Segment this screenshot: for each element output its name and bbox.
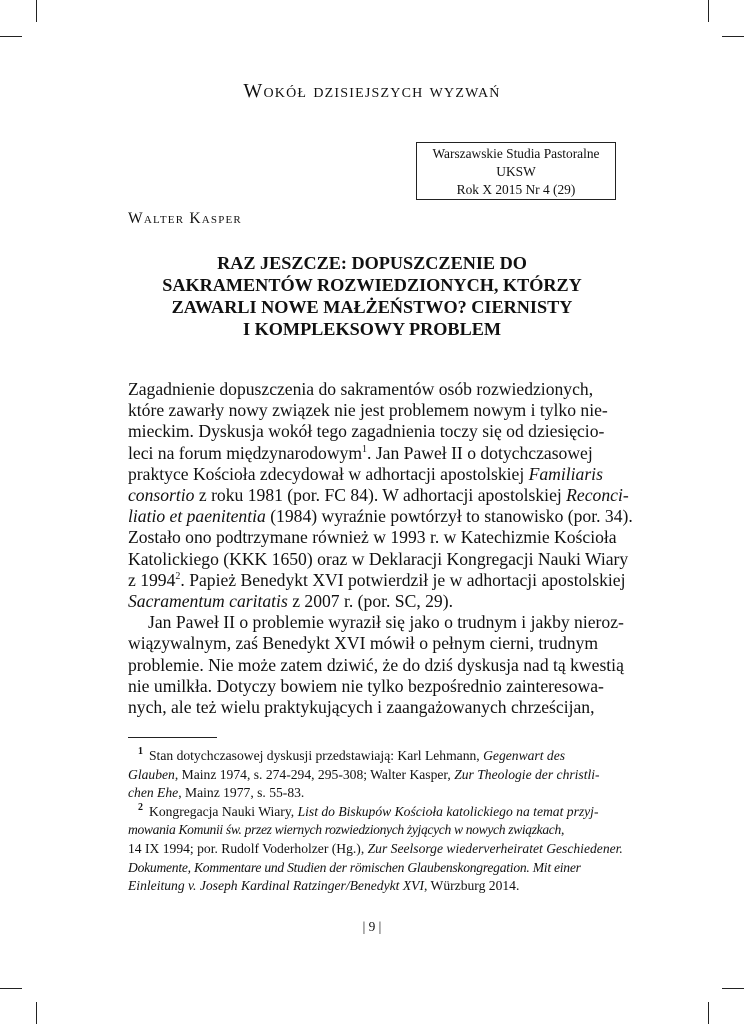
body-line: Jan Paweł II o problemie wyraził się jako o trudnym i jakby nieroz- [148, 612, 624, 633]
crop-mark-bottom-right-h [722, 988, 744, 989]
body-line [128, 464, 616, 485]
footnote-text: , Mainz 1974, s. 274-294, 295-308; Walter Kasper, [174, 766, 455, 782]
footnote-italic: Zur Theologie der christli- [454, 766, 600, 782]
body-line: nych, ale też wielu praktykujących i zaangażowanych chrześcijan, [128, 697, 595, 718]
journal-publisher: UKSW [496, 164, 536, 179]
footnote-text: Kongregacja Nauki Wiary, [149, 803, 298, 819]
footnote-text: 14 IX 1994; por. Rudolf Voderholzer (Hg.), [128, 840, 368, 856]
journal-name: Warszawskie Studia Pastoralne [432, 146, 600, 161]
footnote-separator [128, 737, 217, 738]
title-line: ZAWARLI NOWE MAŁŻEŃSTWO? CIERNISTY [171, 297, 573, 317]
article-body [128, 379, 633, 718]
footnote-line [128, 877, 616, 896]
body-line: nie umilkła. Dotyczy bowiem nie tylko bezpośrednio zainteresowa- [128, 675, 604, 696]
footnote-line [128, 784, 616, 803]
body-italic: Reconci- [566, 485, 629, 506]
footnote-line [128, 859, 616, 878]
footnote-text: , Würzburg 2014. [423, 878, 520, 894]
body-line [128, 591, 616, 612]
body-italic: liatio et paenitentia [128, 506, 266, 527]
body-text: . Papież Benedykt XVI potwierdził je w adhortacji apostolskiej [180, 569, 626, 590]
footnote-ref-2[interactable]: 2 [175, 570, 181, 582]
crop-mark-bottom-right [708, 1002, 709, 1024]
title-line: I KOMPLEKSOWY PROBLEM [242, 319, 501, 339]
footnote-italic: Zur Seelsorge wiederverheiratet Geschiedener. [367, 840, 623, 856]
article-title [128, 252, 616, 340]
crop-mark-top-right [708, 0, 709, 22]
footnote-line [128, 840, 623, 859]
footnote-number-2: 2 [138, 802, 143, 814]
section-title: Wokół dzisiejszych wyzwań [243, 80, 501, 102]
footnote-italic: chen Ehe [128, 785, 179, 801]
footnote-text: Stan dotychczasowej dyskusji przedstawiają: Karl Lehmann, [149, 748, 484, 763]
body-line [128, 443, 616, 464]
body-line: Zagadnienie dopuszczenia do sakramentów osób rozwiedzionych, [128, 379, 594, 399]
footnote-line [128, 766, 616, 785]
crop-mark-top-left-h [0, 36, 22, 37]
body-text: z 1994 [128, 569, 176, 590]
title-line: SAKRAMENTÓW ROZWIEDZIONYCH, KTÓRZY [162, 275, 582, 295]
author-name: Walter Kasper [128, 210, 242, 227]
body-line: wiązywalnym, zaś Benedykt XVI mówił o pełnym cierni, trudnym [128, 633, 599, 654]
crop-mark-bottom-left-h [0, 988, 22, 989]
footnote-line [128, 747, 616, 766]
body-line: problemie. Nie może zatem dziwić, że do dziś dyskusja nad tą kwestią [128, 654, 624, 675]
journal-info-box [416, 142, 616, 200]
body-text: praktyce Kościoła zdecydował w adhortacji apostolskiej [128, 463, 529, 484]
body-line: Zostało ono podtrzymane również w 1993 r. w Katechizmie Kościoła [128, 527, 617, 548]
body-line: które zawarły nowy związek nie jest problemem nowym i tylko nie- [128, 400, 608, 421]
body-line: Katolickiego (KKK 1650) oraz w Deklaracji Kongregacji Nauki Wiary [128, 548, 629, 569]
body-line [128, 569, 626, 591]
body-italic: consortio [128, 485, 195, 506]
footnote-italic: Dokumente, Kommentare und Studien der römischen Glaubenskongregation. Mit einer [128, 859, 581, 875]
footnote-italic: Glauben [128, 766, 175, 782]
crop-mark-top-right-h [722, 36, 744, 37]
footnote-text: , Mainz 1977, s. 55-83. [178, 785, 305, 801]
body-line [128, 485, 629, 506]
crop-mark-bottom-left [36, 1002, 37, 1024]
footnote-number-1: 1 [138, 746, 143, 758]
footnote-line [128, 803, 616, 822]
body-text: leci na forum międzynarodowym [128, 442, 363, 463]
crop-mark-top-left [36, 0, 37, 22]
footnotes [128, 746, 623, 896]
body-text: z 2007 r. (por. SC, 29). [287, 591, 453, 612]
footnote-italic: List do Biskupów Kościoła katolickiego na temat przyj- [297, 803, 599, 819]
footnote-italic: Gegenwart des [483, 748, 566, 763]
footnote-ref-1[interactable]: 1 [362, 443, 368, 455]
footnote-line [128, 821, 616, 840]
body-text: z roku 1981 (por. FC 84). W adhortacji apostolskiej [194, 485, 567, 506]
footnote-text: , [560, 822, 564, 838]
body-text: . Jan Paweł II o dotychczasowej [367, 442, 593, 463]
page-number: | 9 | [362, 919, 382, 934]
body-italic: Familiaris [528, 463, 603, 484]
footnote-italic: Einleitung v. Joseph Kardinal Ratzinger/Benedykt XVI [128, 878, 424, 894]
body-line [128, 506, 633, 527]
body-text: (1984) wyraźnie powtórzył to stanowisko (por. 34). [265, 506, 633, 527]
body-italic: Sacramentum caritatis [128, 591, 288, 612]
body-line: mieckim. Dyskusja wokół tego zagadnienia toczy się od dziesięcio- [128, 421, 605, 442]
title-line: RAZ JESZCZE: DOPUSZCZENIE DO [217, 253, 527, 273]
footnote-italic: mowania Komunii św. przez wiernych rozwiedzionych żyjących w nowych związkach [128, 822, 561, 838]
journal-issue: Rok X 2015 Nr 4 (29) [456, 182, 576, 197]
